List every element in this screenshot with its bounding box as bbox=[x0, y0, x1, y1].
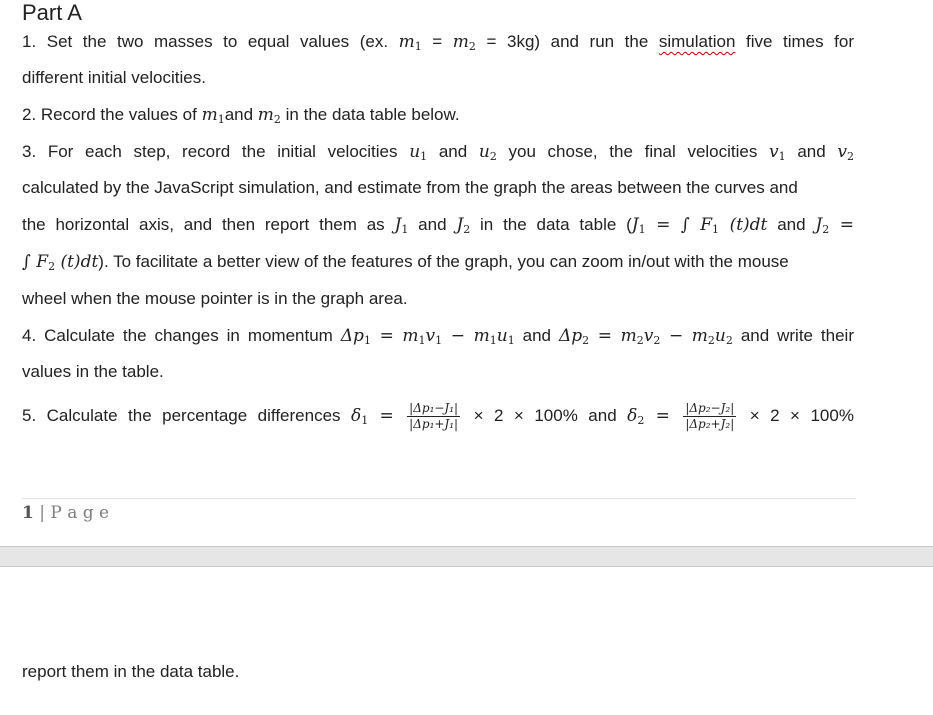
page-title: Part A bbox=[22, 0, 82, 25]
momentum-change-2: $\Delta p_2 = m_2v_2 - m_2u_2$ bbox=[558, 326, 733, 347]
step-3-line-2: calculated by the JavaScript simulation, and estimate from the graph the areas between the curves and bbox=[22, 178, 798, 197]
velocity-u2: $u_2$ bbox=[478, 142, 497, 163]
page-footer bbox=[22, 503, 109, 523]
mass-m2: $m_2$ bbox=[257, 105, 281, 126]
step-3-line-5: wheel when the mouse pointer is in the graph area. bbox=[22, 289, 408, 308]
velocity-v1: $v_1$ bbox=[769, 142, 786, 163]
step-1-line-2: different initial velocities. bbox=[22, 68, 206, 87]
velocity-v2: $v_2$ bbox=[837, 142, 854, 163]
page-number: 1 bbox=[22, 503, 34, 523]
impulse-j2: $J_2$ bbox=[456, 215, 471, 236]
equals-sign: = bbox=[486, 32, 497, 51]
step-1-line-1 bbox=[22, 32, 854, 53]
mass-m2: $m_2$ bbox=[452, 32, 476, 53]
step-5-line: 5. Calculate the percentage differences $\delta_1$ = $\frac{\text{|Δp₁−J₁|}}{\text{|Δp₁+J₁|}}$ × 2 × 100% and $\delta_2$ = $\frac{\text{|Δp₂−J₂|}}{\text{|Δp₂+J₂|}}$ × 2 × 100% bbox=[22, 401, 854, 432]
step-1-text: 1. Set the two masses to equal values (ex. bbox=[22, 32, 389, 51]
step-1-text-end: five times for bbox=[745, 32, 854, 51]
footer-separator: | bbox=[39, 503, 45, 523]
impulse-j2-definition: ∫ $F_2$ (t)dt bbox=[22, 252, 99, 273]
page-break-gap bbox=[0, 546, 933, 567]
mass-m1: $m_1$ bbox=[201, 105, 225, 126]
mass-value-text: 3kg) and run the bbox=[506, 32, 649, 51]
spellcheck-word[interactable]: simulation bbox=[658, 32, 736, 51]
momentum-change-1: $\Delta p_1 = m_1v_1 - m_1u_1$ bbox=[340, 326, 515, 347]
mass-m1: $m_1$ bbox=[398, 32, 422, 53]
step-3-line-4: ∫ $F_2$ (t)dt). To facilitate a better view of the features of the graph, you can zoom in/out with the mouse bbox=[22, 252, 789, 273]
velocity-u1: $u_1$ bbox=[409, 142, 428, 163]
fraction-2: $\frac{\text{|Δp₂−J₂|}}{\text{|Δp₂+J₂|}}$ bbox=[685, 401, 735, 432]
multiplier-1: × 2 × 100% bbox=[473, 406, 578, 425]
step-3-line-1: 3. For each step, record the initial velocities $u_1$ and $u_2$ you chose, the final velocities $v_1$ and $v_2$ bbox=[22, 142, 854, 163]
page-label: P a g e bbox=[50, 503, 110, 523]
multiplier-2: × 2 × 100% bbox=[749, 406, 854, 425]
step-4-line-2: values in the table. bbox=[22, 362, 164, 381]
percent-diff-delta-2: $\delta_2$ = bbox=[627, 406, 670, 427]
percent-diff-delta-1: $\delta_1$ = bbox=[351, 406, 394, 427]
step-3-line-3: the horizontal axis, and then report them as $J_1$ and $J_2$ in the data table ($J_1$ = ∫ $F_1$ (t)dt and $J_2$ = bbox=[22, 215, 854, 236]
impulse-j1-definition: $J_1$ = ∫ $F_1$ (t)dt bbox=[631, 215, 768, 236]
impulse-j2-label: $J_2$ = bbox=[815, 215, 854, 236]
step-4-line-1: 4. Calculate the changes in momentum $\Delta p_1 = m_1v_1 - m_1u_1$ and $\Delta p_2 = m_2v_2 - m_2u_2$ and write their bbox=[22, 326, 854, 347]
footer-divider bbox=[22, 498, 856, 499]
page-2-text: report them in the data table. bbox=[22, 662, 240, 681]
equals-sign: = bbox=[432, 32, 443, 51]
impulse-j1: $J_1$ bbox=[394, 215, 409, 236]
step-2-line: 2. Record the values of $m_1and$ $m_2$ in the data table below. bbox=[22, 105, 460, 126]
fraction-1: $\frac{\text{|Δp₁−J₁|}}{\text{|Δp₁+J₁|}}$ bbox=[409, 401, 459, 432]
